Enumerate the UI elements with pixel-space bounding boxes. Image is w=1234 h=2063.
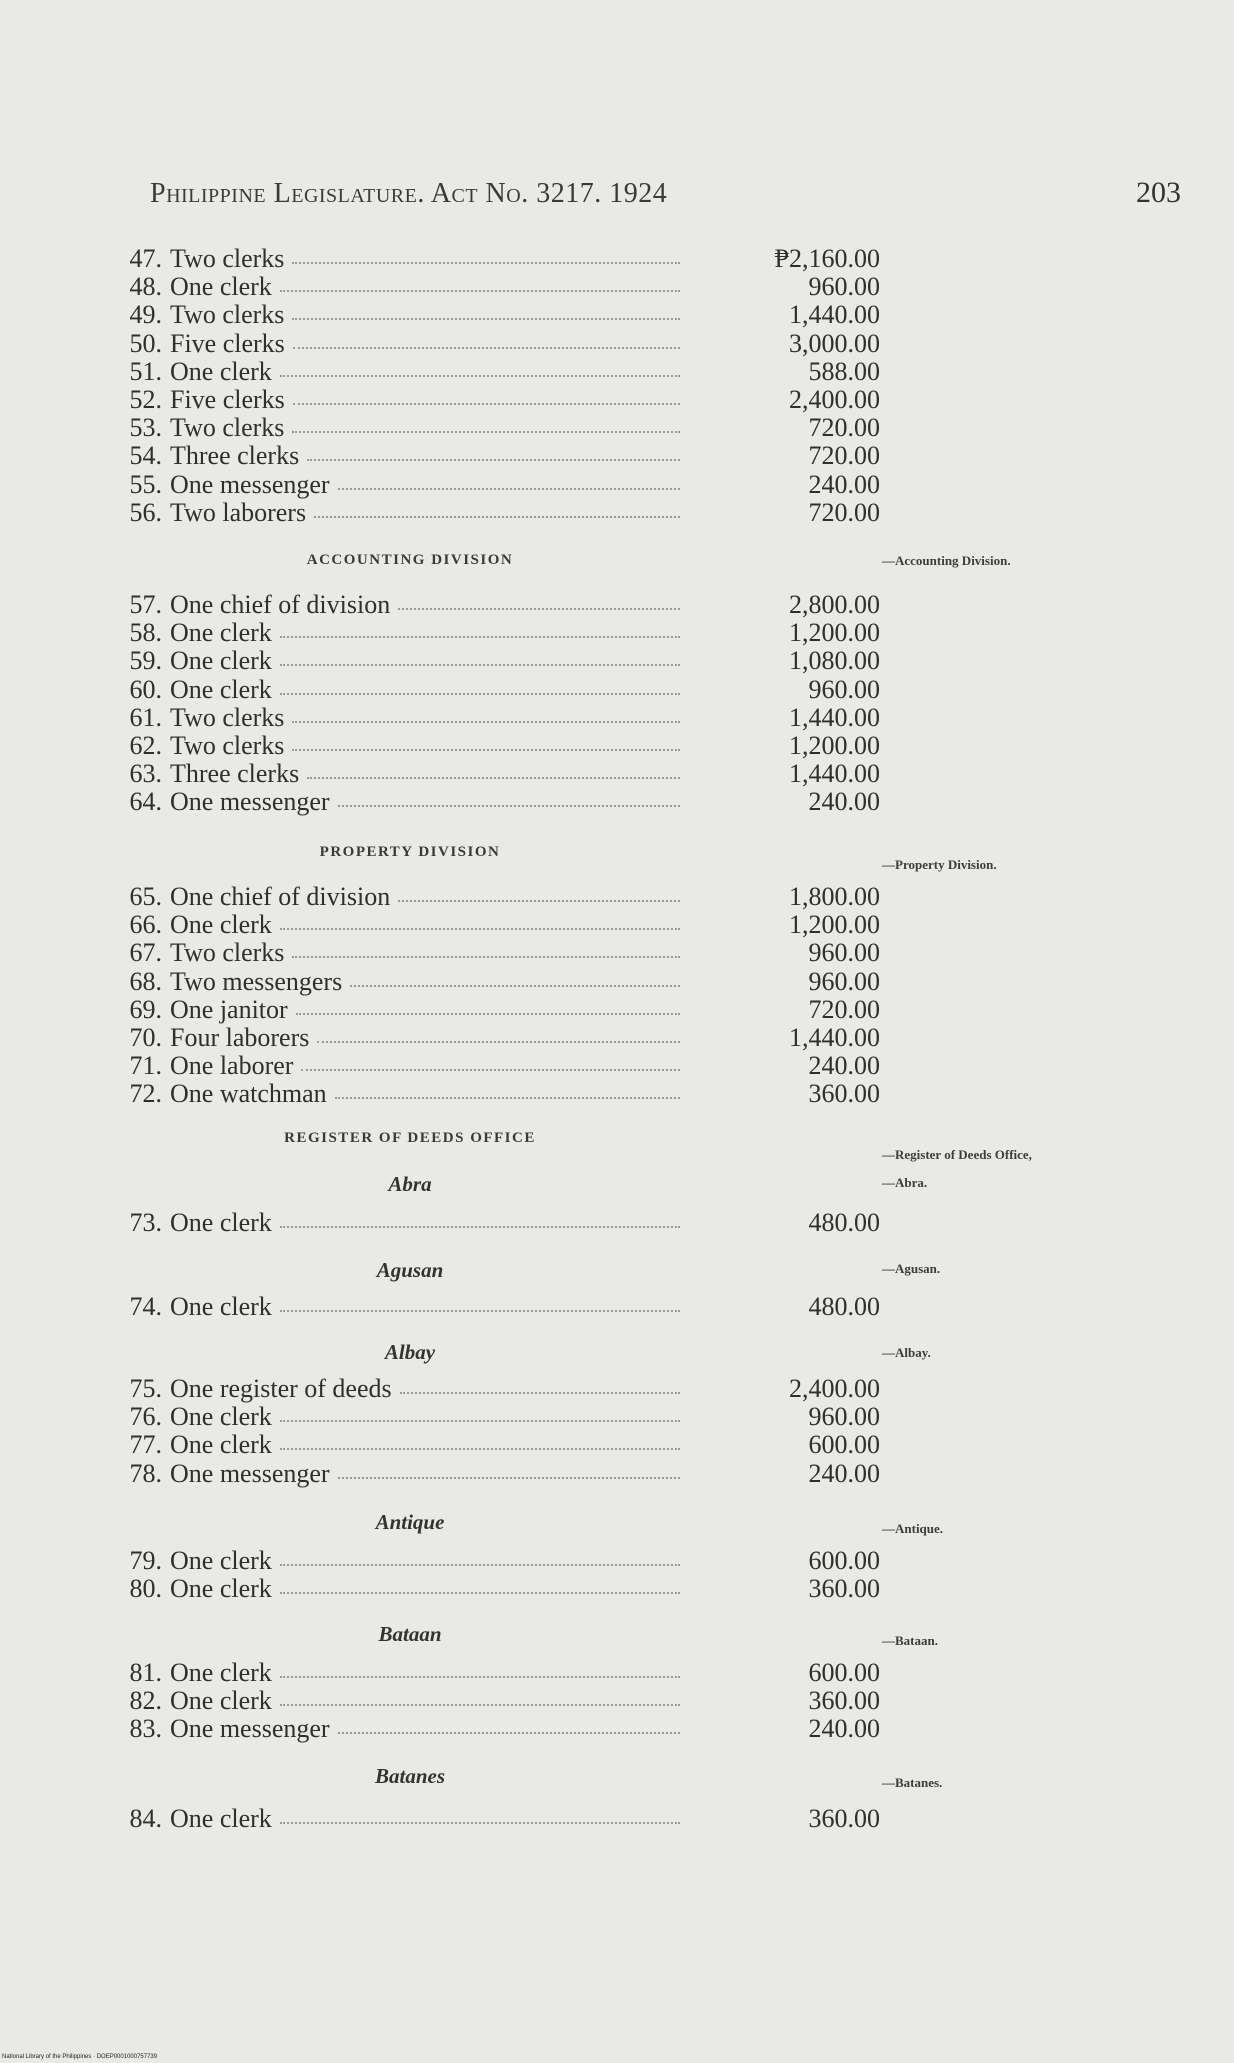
item-amount: 1,080.00: [789, 646, 880, 676]
line-item: [110, 1208, 890, 1236]
dot-leader: [293, 347, 680, 349]
item-description: One clerk: [170, 356, 272, 386]
item-number: 69.: [129, 994, 162, 1024]
dot-leader: [400, 1392, 680, 1394]
line-item: [110, 967, 890, 995]
dot-leader: [338, 1732, 680, 1734]
line-item: [110, 1374, 890, 1402]
item-description: Two clerks: [170, 413, 285, 443]
line-item: [110, 1430, 890, 1458]
item-amount: 360.00: [808, 1574, 880, 1604]
dot-leader: [280, 290, 680, 292]
dot-leader: [280, 1676, 680, 1678]
line-item: [110, 938, 890, 966]
line-item: [110, 731, 890, 759]
dot-leader: [296, 1013, 680, 1015]
line-item: [110, 882, 890, 910]
section-heading: PROPERTY DIVISION: [319, 844, 501, 860]
item-description: One clerk: [170, 910, 272, 940]
item-number: 59.: [129, 646, 162, 676]
line-item: [110, 1459, 890, 1487]
item-amount: 1,440.00: [789, 702, 880, 732]
item-amount: 2,400.00: [789, 385, 880, 414]
dot-leader: [398, 900, 680, 902]
item-number: 47.: [129, 244, 162, 273]
dot-leader: [335, 1097, 680, 1099]
item-description: One messenger: [170, 1714, 330, 1744]
item-description: Two clerks: [170, 731, 285, 760]
line-item: [110, 1051, 890, 1079]
item-description: Two clerks: [170, 702, 285, 732]
item-number: 82.: [129, 1686, 162, 1716]
item-description: One laborer: [170, 1051, 294, 1081]
item-description: Two laborers: [170, 497, 307, 527]
item-description: One chief of division: [170, 590, 391, 619]
dot-leader: [280, 928, 680, 930]
item-number: 74.: [129, 1292, 162, 1321]
item-amount: 1,440.00: [789, 759, 880, 789]
dot-leader: [293, 403, 680, 405]
item-amount: 1,800.00: [789, 882, 880, 911]
item-number: 50.: [129, 328, 162, 358]
item-amount: 2,800.00: [789, 590, 880, 619]
item-number: 77.: [129, 1430, 162, 1460]
dot-leader: [280, 636, 680, 638]
item-amount: 588.00: [808, 356, 880, 386]
footer-credit: National Library of the Philippines · DOEP0001000757739: [2, 2054, 158, 2060]
line-item: [110, 759, 890, 787]
dot-leader: [292, 721, 680, 723]
line-item: [110, 618, 890, 646]
item-description: One clerk: [170, 1292, 272, 1321]
item-amount: 720.00: [808, 441, 880, 471]
section-heading: ACCOUNTING DIVISION: [306, 552, 514, 568]
item-amount: 240.00: [808, 469, 880, 499]
line-item: [110, 1658, 890, 1686]
item-amount: 720.00: [808, 994, 880, 1024]
line-item: [110, 357, 890, 385]
line-item: [110, 300, 890, 328]
margin-note: —Bataan.: [882, 1633, 938, 1648]
item-amount: 1,440.00: [789, 1023, 880, 1052]
item-number: 79.: [129, 1546, 162, 1575]
item-description: Two clerks: [170, 938, 285, 968]
province-heading: Antique: [375, 1510, 445, 1534]
line-item: [110, 470, 890, 498]
margin-note: —Abra.: [882, 1175, 928, 1190]
dot-leader: [292, 956, 680, 958]
margin-note: —Batanes.: [882, 1775, 943, 1790]
dot-leader: [292, 431, 680, 433]
dot-leader: [280, 1822, 680, 1824]
item-description: One clerk: [170, 1686, 272, 1716]
item-amount: 960.00: [808, 938, 880, 968]
dot-leader: [307, 459, 680, 461]
item-amount: 960.00: [808, 966, 880, 996]
line-item: [110, 995, 890, 1023]
line-item: [110, 244, 890, 272]
dot-leader: [307, 777, 680, 779]
margin-note: —Agusan.: [882, 1261, 941, 1276]
item-number: 76.: [129, 1402, 162, 1432]
item-amount: 360.00: [808, 1079, 880, 1109]
item-number: 73.: [129, 1208, 162, 1237]
item-description: Two clerks: [170, 300, 285, 330]
running-head: Philippine Legislature. Act No. 3217. 1924: [150, 178, 668, 209]
item-amount: 480.00: [808, 1208, 880, 1237]
item-amount: 1,200.00: [789, 910, 880, 940]
item-number: 68.: [129, 966, 162, 996]
item-number: 67.: [129, 938, 162, 968]
dot-leader: [292, 262, 680, 264]
dot-leader: [280, 693, 680, 695]
item-amount: 720.00: [808, 413, 880, 443]
item-description: One clerk: [170, 1574, 272, 1604]
line-item: [110, 413, 890, 441]
dot-leader: [301, 1069, 680, 1071]
section-heading: REGISTER OF DEEDS OFFICE: [284, 1130, 536, 1146]
item-number: 83.: [129, 1714, 162, 1744]
item-amount: 600.00: [808, 1430, 880, 1460]
item-number: 57.: [129, 590, 162, 619]
item-number: 60.: [129, 674, 162, 704]
item-number: 66.: [129, 910, 162, 940]
line-item: [110, 1292, 890, 1320]
item-number: 51.: [129, 356, 162, 386]
item-description: Two clerks: [170, 244, 285, 273]
item-description: One clerk: [170, 1546, 272, 1575]
item-amount: 720.00: [808, 497, 880, 527]
item-amount: 240.00: [808, 1051, 880, 1081]
province-heading: Bataan: [378, 1622, 442, 1646]
item-amount: 960.00: [808, 1402, 880, 1432]
item-description: One messenger: [170, 1458, 330, 1488]
line-item: [110, 272, 890, 300]
item-number: 81.: [129, 1658, 162, 1687]
item-number: 64.: [129, 787, 162, 817]
margin-note: —Property Division.: [882, 857, 997, 872]
item-amount: 240.00: [808, 1458, 880, 1488]
item-description: Four laborers: [170, 1023, 310, 1052]
line-item: [110, 703, 890, 731]
item-number: 56.: [129, 497, 162, 527]
line-item: [110, 1714, 890, 1742]
item-number: 80.: [129, 1574, 162, 1604]
item-number: 61.: [129, 702, 162, 732]
dot-leader: [280, 1564, 680, 1566]
item-amount: 960.00: [808, 674, 880, 704]
item-amount: 1,200.00: [789, 618, 880, 648]
margin-note: —Register of Deeds Office,: [882, 1147, 1032, 1162]
item-number: 48.: [129, 272, 162, 302]
line-item: [110, 1546, 890, 1574]
item-number: 71.: [129, 1051, 162, 1081]
item-number: 65.: [129, 882, 162, 911]
item-amount: 600.00: [808, 1546, 880, 1575]
item-number: 62.: [129, 731, 162, 760]
line-item: [110, 1079, 890, 1107]
dot-leader: [280, 1310, 680, 1312]
dot-leader: [280, 664, 680, 666]
line-item: [110, 498, 890, 526]
item-description: One register of deeds: [170, 1374, 392, 1403]
dot-leader: [280, 375, 680, 377]
line-item: [110, 1023, 890, 1051]
dot-leader: [350, 985, 680, 987]
dot-leader: [317, 1041, 680, 1043]
item-description: One clerk: [170, 1658, 272, 1687]
line-item: [110, 646, 890, 674]
dot-leader: [314, 516, 680, 518]
item-description: One clerk: [170, 1430, 272, 1460]
item-description: Three clerks: [170, 441, 300, 471]
province-heading: Albay: [384, 1340, 436, 1364]
item-amount: 2,400.00: [789, 1374, 880, 1403]
dot-leader: [280, 1704, 680, 1706]
item-description: One clerk: [170, 272, 272, 302]
item-description: One messenger: [170, 787, 330, 817]
item-number: 52.: [129, 385, 162, 414]
margin-note: —Antique.: [882, 1521, 944, 1536]
page-number: 203: [1136, 176, 1181, 209]
item-description: Two messengers: [170, 966, 343, 996]
item-description: One chief of division: [170, 882, 391, 911]
dot-leader: [398, 608, 680, 610]
line-item: [110, 910, 890, 938]
dot-leader: [280, 1420, 680, 1422]
item-amount: 240.00: [808, 787, 880, 817]
item-description: Five clerks: [170, 385, 285, 414]
item-number: 70.: [129, 1023, 162, 1052]
line-item: [110, 1686, 890, 1714]
margin-note: —Albay.: [882, 1345, 931, 1360]
item-amount: 360.00: [808, 1804, 880, 1833]
item-amount: 240.00: [808, 1714, 880, 1744]
dot-leader: [280, 1592, 680, 1594]
item-number: 63.: [129, 759, 162, 789]
item-description: One clerk: [170, 618, 272, 648]
item-number: 72.: [129, 1079, 162, 1109]
line-item: [110, 787, 890, 815]
dot-leader: [338, 488, 680, 490]
item-description: One clerk: [170, 674, 272, 704]
province-heading: Abra: [388, 1172, 432, 1196]
line-item: [110, 675, 890, 703]
line-item: [110, 590, 890, 618]
province-heading: Agusan: [376, 1258, 444, 1282]
item-number: 55.: [129, 469, 162, 499]
dot-leader: [280, 1448, 680, 1450]
item-amount: 1,200.00: [789, 731, 880, 760]
item-amount: 600.00: [808, 1658, 880, 1687]
margin-note: —Accounting Division.: [882, 553, 1011, 568]
line-item: [110, 385, 890, 413]
item-amount: 360.00: [808, 1686, 880, 1716]
item-number: 78.: [129, 1458, 162, 1488]
item-description: Five clerks: [170, 328, 285, 358]
item-description: One clerk: [170, 1402, 272, 1432]
dot-leader: [338, 805, 680, 807]
dot-leader: [338, 1477, 680, 1479]
item-number: 75.: [129, 1374, 162, 1403]
item-description: Three clerks: [170, 759, 300, 789]
line-item: [110, 441, 890, 469]
item-amount: 480.00: [808, 1292, 880, 1321]
item-number: 54.: [129, 441, 162, 471]
item-number: 49.: [129, 300, 162, 330]
item-description: One watchman: [170, 1079, 327, 1109]
dot-leader: [292, 318, 680, 320]
item-description: One janitor: [170, 994, 288, 1024]
line-item: [110, 1574, 890, 1602]
item-number: 84.: [129, 1804, 162, 1833]
item-amount: 3,000.00: [789, 328, 880, 358]
item-number: 53.: [129, 413, 162, 443]
dot-leader: [280, 1226, 680, 1228]
item-amount: 960.00: [808, 272, 880, 302]
item-number: 58.: [129, 618, 162, 648]
item-amount: 1,440.00: [789, 300, 880, 330]
line-item: [110, 1402, 890, 1430]
item-amount: ₱2,160.00: [774, 244, 880, 273]
line-item: [110, 1804, 890, 1832]
dot-leader: [292, 749, 680, 751]
item-description: One messenger: [170, 469, 330, 499]
item-description: One clerk: [170, 1804, 272, 1833]
item-description: One clerk: [170, 646, 272, 676]
item-description: One clerk: [170, 1208, 272, 1237]
line-item: [110, 329, 890, 357]
province-heading: Batanes: [374, 1764, 445, 1788]
